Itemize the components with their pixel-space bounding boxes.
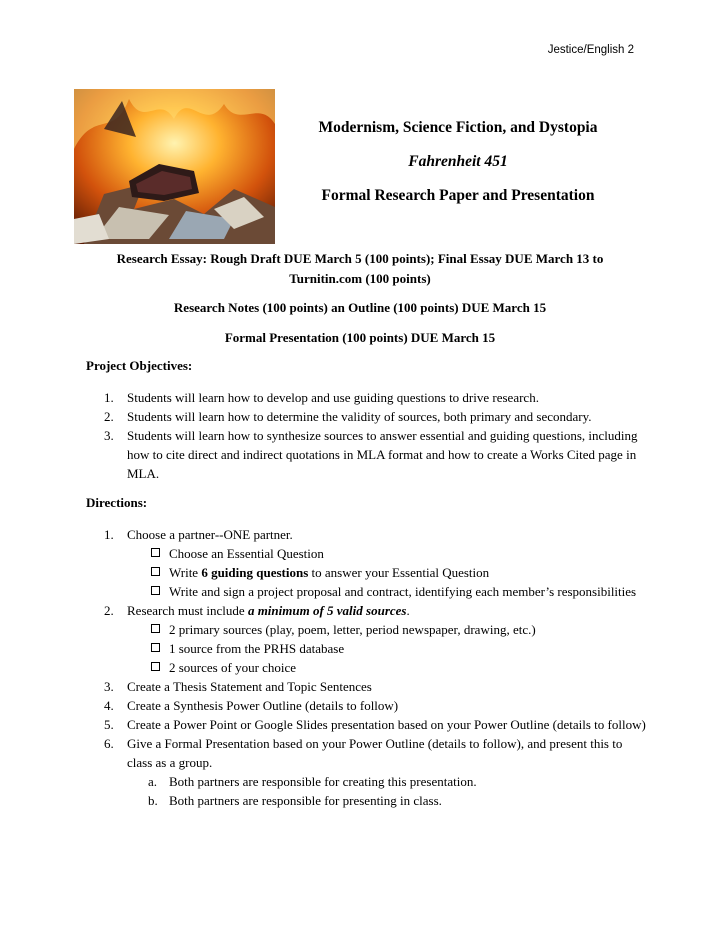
list-item: 2. Students will learn how to determine the validity of sources, both primary and secondary. xyxy=(104,409,592,424)
checkbox-item: Write 6 guiding questions to answer your Essential Question xyxy=(86,563,646,582)
sub-list-item: b. Both partners are responsible for presenting in class. xyxy=(148,793,442,808)
checkbox-square-icon xyxy=(151,624,160,633)
checkbox-item: Write and sign a project proposal and contract, identifying each member’s responsibilities xyxy=(86,582,646,601)
directions-list xyxy=(86,525,646,810)
list-item: 3. Create a Thesis Statement and Topic Sentences xyxy=(104,679,372,694)
assignment-title: Formal Research Paper and Presentation xyxy=(321,187,595,204)
list-item: 5. Create a Power Point or Google Slides presentation based on your Power Outline (details to follow) xyxy=(104,717,646,732)
essay-due-line: Research Essay: Rough Draft DUE March 5 (100 points); Final Essay DUE March 13 to Turnitin.com (100 points) xyxy=(116,251,604,286)
title-block xyxy=(290,118,626,206)
running-head: Jestice/English 2 xyxy=(547,44,634,56)
directions-heading: Directions: xyxy=(86,495,148,510)
checkbox-square-icon xyxy=(151,643,160,652)
burning-books-image xyxy=(74,89,275,244)
list-item: 2. Research must include a minimum of 5 valid sources. xyxy=(104,603,410,618)
checkbox-item: 2 sources of your choice xyxy=(86,658,646,677)
presentation-due-line: Formal Presentation (100 points) DUE March 15 xyxy=(224,330,496,345)
checkbox-square-icon xyxy=(151,567,160,576)
checkbox-square-icon xyxy=(151,548,160,557)
list-item: 3. Students will learn how to synthesize sources to answer essential and guiding questions, including how to cite direct and indirect quotations in MLA format and how to create a Works Cited page in MLA. xyxy=(104,428,638,481)
checkbox-square-icon xyxy=(151,662,160,671)
checkbox-item: 2 primary sources (play, poem, letter, period newspaper, drawing, etc.) xyxy=(86,620,646,639)
course-title: Modernism, Science Fiction, and Dystopia xyxy=(318,119,598,136)
checkbox-item: Choose an Essential Question xyxy=(86,544,646,563)
objectives-list xyxy=(86,388,646,483)
book-title: Fahrenheit 451 xyxy=(408,153,508,170)
checkbox-item: 1 source from the PRHS database xyxy=(86,639,646,658)
objectives-heading: Project Objectives: xyxy=(86,358,193,373)
notes-due-line: Research Notes (100 points) an Outline (100 points) DUE March 15 xyxy=(173,300,547,315)
checkbox-square-icon xyxy=(151,586,160,595)
list-item: 4. Create a Synthesis Power Outline (details to follow) xyxy=(104,698,399,713)
list-item: 6. Give a Formal Presentation based on your Power Outline (details to follow), and present this to class as a group. xyxy=(104,736,623,770)
sub-list-item: a. Both partners are responsible for creating this presentation. xyxy=(148,774,477,789)
list-item: 1. Students will learn how to develop and use guiding questions to drive research. xyxy=(104,390,539,405)
list-item: 1. Choose a partner--ONE partner. xyxy=(104,527,293,542)
